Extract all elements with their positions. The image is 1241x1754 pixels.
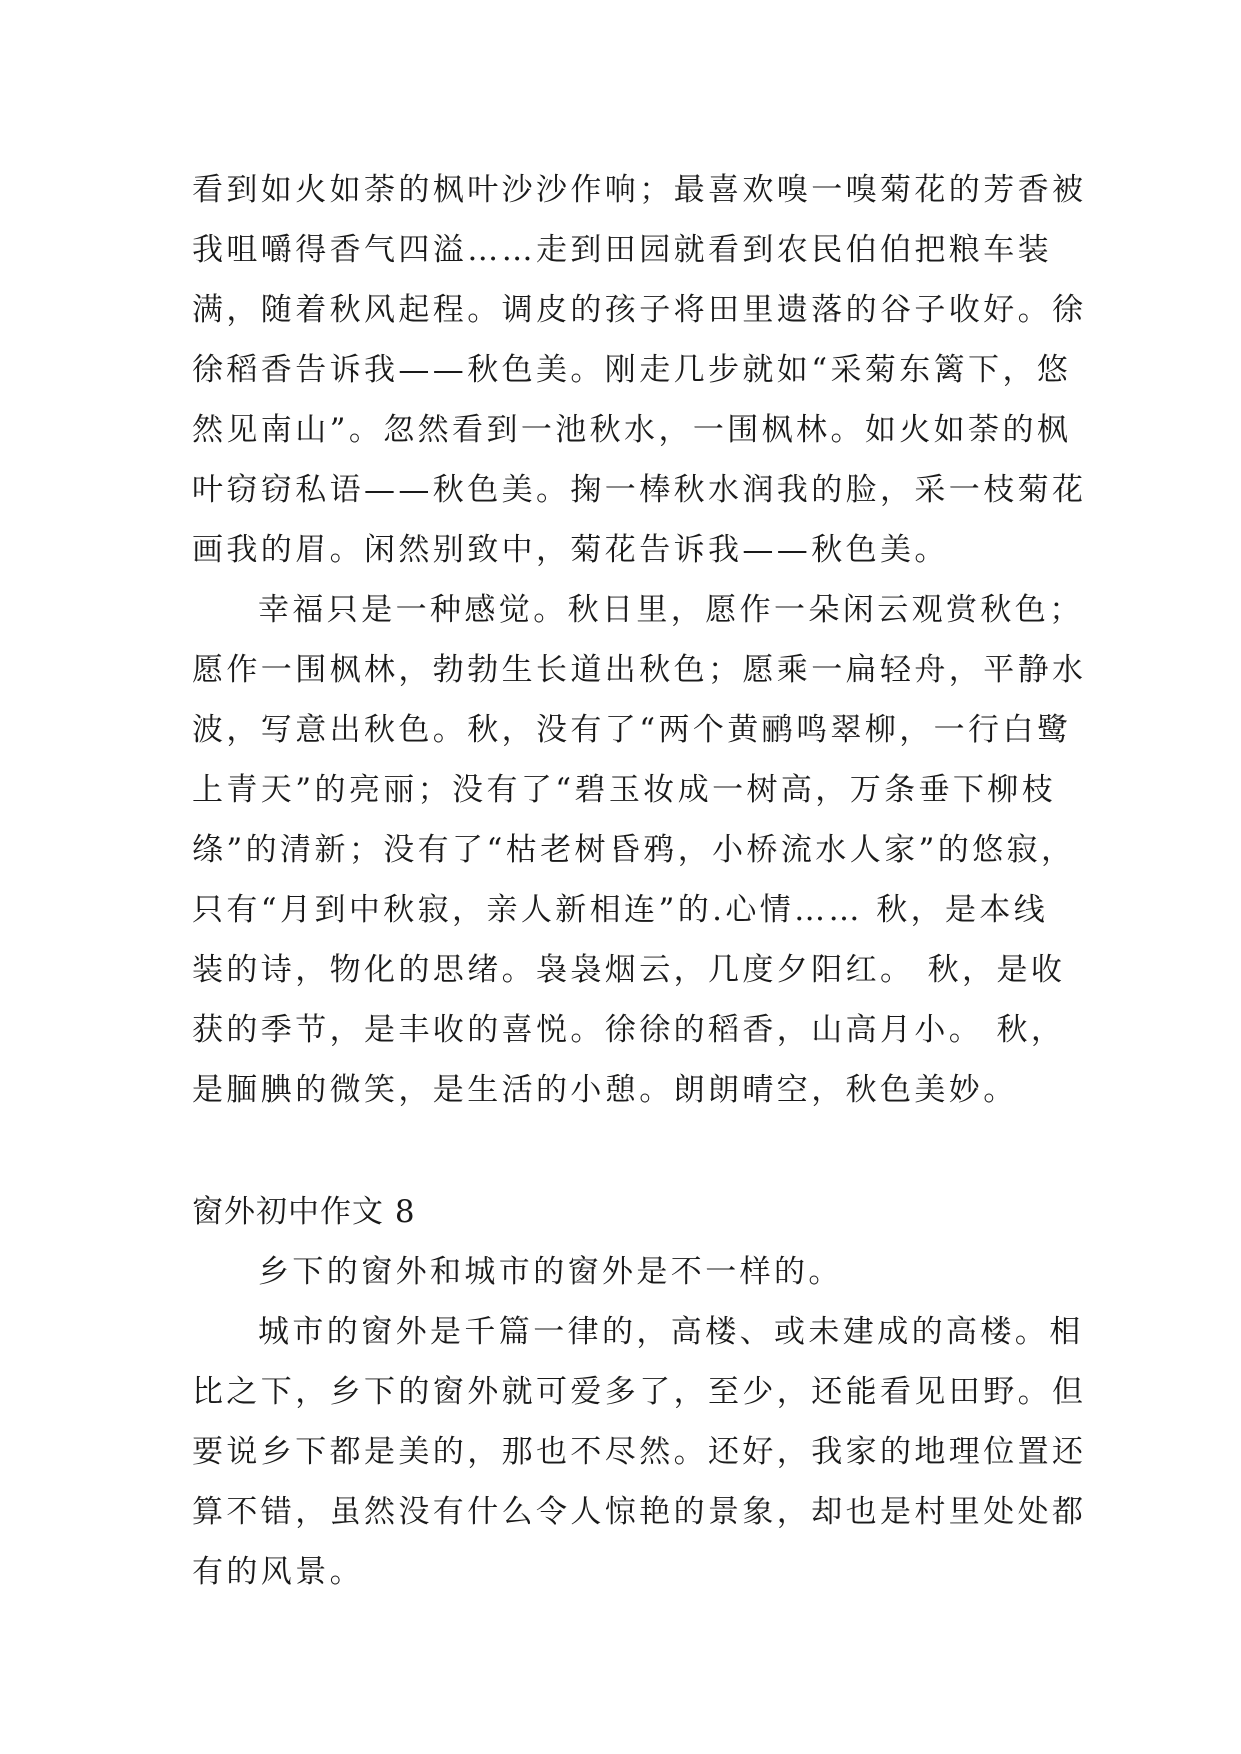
text-line: 是腼腆的微笑，是生活的小憩。朗朗晴空，秋色美妙。 xyxy=(192,1072,1018,1108)
section-gap xyxy=(192,1120,1062,1182)
text-line: 画我的眉。闲然别致中，菊花告诉我——秋色美。 xyxy=(192,532,949,568)
text-line: 我咀嚼得香气四溢……走到田园就看到农民伯伯把粮车装 xyxy=(192,232,1052,268)
text-line: 城市的窗外是千篇一律的，高楼、或未建成的高楼。相 xyxy=(258,1314,1084,1350)
text-line: 比之下，乡下的窗外就可爱多了，至少，还能看见田野。但 xyxy=(192,1374,1087,1410)
paragraph-city-vs-countryside xyxy=(192,1302,1087,1602)
text-line: 绦”的清新；没有了“枯老树昏鸦，小桥流水人家”的悠寂， xyxy=(192,832,1076,868)
text-line: 有的风景。 xyxy=(192,1554,364,1590)
document-body xyxy=(192,160,1087,1602)
text-line: 幸福只是一种感觉。秋日里，愿作一朵闲云观赏秋色； xyxy=(258,592,1084,628)
text-line: 徐稻香告诉我——秋色美。刚走几步就如“采菊东篱下，悠 xyxy=(192,352,1072,388)
essay-title: 窗外初中作文 8 xyxy=(192,1194,416,1230)
text-line: 要说乡下都是美的，那也不尽然。还好，我家的地理位置还 xyxy=(192,1434,1087,1470)
text-line: 看到如火如荼的枫叶沙沙作响；最喜欢嗅一嗅菊花的芳香被 xyxy=(192,172,1087,208)
paragraph-countryside-intro: 乡下的窗外和城市的窗外是不一样的。 xyxy=(258,1254,843,1290)
text-line: 上青天”的亮丽；没有了“碧玉妆成一树高，万条垂下柳枝 xyxy=(192,772,1057,808)
text-line: 获的季节，是丰收的喜悦。徐徐的稻香，山高月小。 秋， xyxy=(192,1012,1066,1048)
text-line: 波，写意出秋色。秋，没有了“两个黄鹂鸣翠柳，一行白鹭 xyxy=(192,712,1072,748)
text-line: 装的诗，物化的思绪。袅袅烟云，几度夕阳红。 秋，是收 xyxy=(192,952,1066,988)
text-line: 叶窃窃私语——秋色美。掬一棒秋水润我的脸，采一枝菊花 xyxy=(192,472,1087,508)
text-line: 算不错，虽然没有什么令人惊艳的景象，却也是村里处处都 xyxy=(192,1494,1087,1530)
paragraph-happiness xyxy=(192,580,1087,1120)
text-line: 愿作一围枫林，勃勃生长道出秋色；愿乘一扁轻舟，平静水 xyxy=(192,652,1087,688)
text-line: 然见南山”。忽然看到一池秋水，一围枫林。如火如荼的枫 xyxy=(192,412,1072,448)
paragraph-autumn-continuation xyxy=(192,160,1087,580)
text-line: 只有“月到中秋寂，亲人新相连”的.心情…… 秋，是本线 xyxy=(192,892,1049,928)
text-line: 满，随着秋风起程。调皮的孩子将田里遗落的谷子收好。徐 xyxy=(192,292,1087,328)
